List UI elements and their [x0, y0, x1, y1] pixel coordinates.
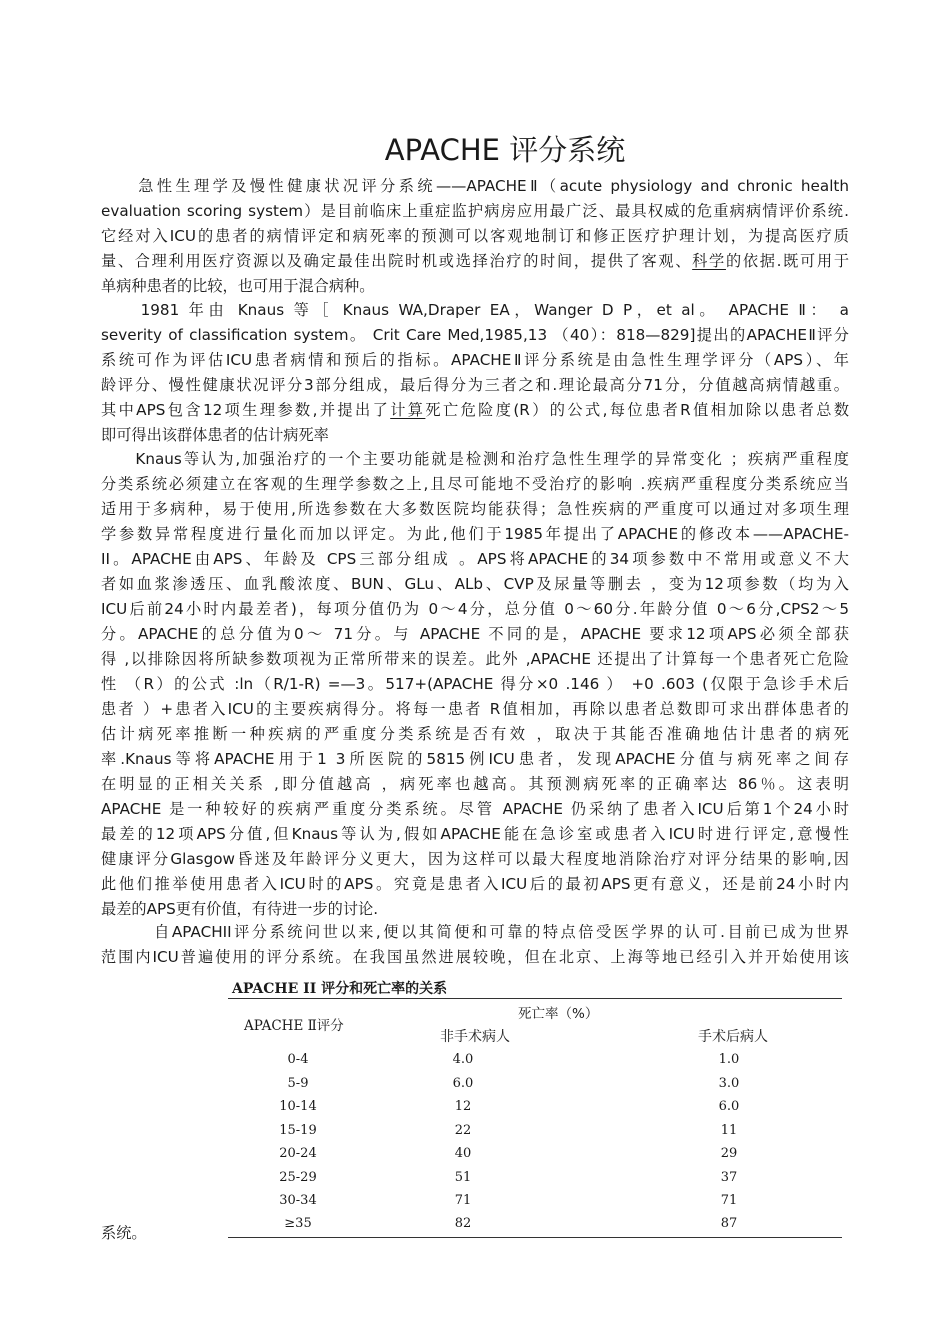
column-header-postsurgical: 手术后病人	[698, 1029, 768, 1045]
paragraph-knaus	[101, 447, 849, 922]
text-line: 系统可作为评估ICU患者病情和预后的指标。APACHEⅡ评分系统是由急性生理学评分（APS）、年	[101, 351, 849, 369]
cell-postsurgical: 11	[720, 1123, 738, 1138]
text-line: 估计病死率推断一种疾病的严重度分类系统是否有效 ，取决于其能否准确地估计患者的病死	[101, 725, 849, 743]
text-line: 自APACHII评分系统问世以来,便以其简便和可靠的特点倍受医学界的认可.目前已成为世界	[101, 923, 849, 941]
table-row	[228, 1123, 842, 1147]
cell-score: 5-9	[287, 1076, 309, 1091]
table-row	[228, 1146, 842, 1170]
text-line: 率.Knaus等将APACHE用于1 3所医院的5815例ICU患者，发现APACHE分值与病死率之间存	[101, 750, 849, 768]
text-line: 它经对入ICU的患者的病情评定和病死率的预测可以客观地制订和修正医疗护理计划，为提高医疗质	[101, 227, 849, 245]
cell-score: 15-19	[279, 1123, 317, 1138]
column-header-mortality: 死亡率（%）	[518, 1006, 599, 1022]
table-row	[228, 1193, 842, 1217]
text-line: ICU后前24小时内最差者)，每项分值仍为 0～4分，总分值 0～60分.年龄分值 0～6分,CPS2～5	[101, 600, 849, 618]
text-line: 即可得出该群体患者的估计病死率	[101, 426, 329, 444]
text-line: 单病种患者的比较，也可用于混合病种。	[101, 277, 375, 295]
text-fragment: 其中APS包含12项生理参数,并提出了	[101, 401, 391, 419]
table-row	[228, 1170, 842, 1194]
text-line: 最差的APS更有价值，有待进一步的讨论.	[101, 900, 379, 918]
cell-postsurgical: 29	[720, 1146, 738, 1161]
science-link[interactable]: 科学	[692, 252, 726, 270]
text-fragment: 死亡危险度(R）的公式,每位患者R值相加除以患者总数	[425, 401, 849, 419]
text-line: II。APACHE由APS、年龄及 CPS三部分组成 。APS将APACHE的34项参数中不常用或意义不大	[101, 550, 849, 568]
table-row	[228, 1099, 842, 1123]
text-line: 在明显的正相关关系 ,即分值越高 ，病死率也越高。其预测病死率的正确率达 86％。这表明	[101, 775, 849, 793]
text-line	[101, 249, 849, 274]
cell-nonsurgical: 6.0	[452, 1076, 474, 1091]
text-line: 健康评分Glasgow昏迷及年龄评分义更大，因为这样可以最大程度地消除治疗对评分结果的影响,因	[101, 850, 849, 868]
table-title: APACHE II 评分和死亡率的关系	[232, 981, 448, 997]
text-line: 者如血浆渗透压、血乳酸浓度、BUN、GLu、ALb、CVP及尿量等删去 ，变为12项参数（均为入	[101, 575, 849, 593]
cell-nonsurgical: 82	[454, 1216, 472, 1231]
text-line: 最差的12项APS分值,但Knaus等认为,假如APACHE能在急诊室或患者入ICU时进行评定,意慢性	[101, 825, 849, 843]
paragraph-tail: 系统。	[101, 1224, 147, 1242]
column-header-score: APACHE Ⅱ评分	[244, 1018, 344, 1034]
table-row	[228, 1052, 842, 1076]
text-line: 急性生理学及慢性健康状况评分系统——APACHEⅡ（acute physiology and chronic health	[101, 177, 849, 195]
cell-postsurgical: 3.0	[718, 1076, 740, 1091]
cell-nonsurgical: 4.0	[452, 1052, 474, 1067]
cell-postsurgical: 71	[720, 1193, 738, 1208]
cell-postsurgical: 37	[720, 1170, 738, 1185]
cell-score: 20-24	[279, 1146, 317, 1161]
text-line: 性 （R）的公式 :ln（R/1-R) =—3。517+(APACHE 得分×0 .146 ） +0 .603 (仅限于急诊手术后	[101, 675, 849, 693]
document-title: APACHE 评分系统	[384, 133, 626, 167]
column-header-nonsurgical: 非手术病人	[440, 1029, 510, 1045]
table-bottom-rule	[228, 1237, 842, 1238]
cell-nonsurgical: 71	[454, 1193, 472, 1208]
text-line: evaluation scoring system）是目前临床上重症监护病房应用最广泛、最具权威的危重病病情评价系统.	[101, 202, 849, 220]
text-fragment: 量、合理利用医疗资源以及确定最佳出院时机或选择治疗的时间，提供了客观、	[101, 252, 693, 270]
text-line: 范围内ICU普遍使用的评分系统。在我国虽然进展较晚，但在北京、上海等地已经引入并开始使用该	[101, 948, 849, 966]
text-line: 1981 年由 Knaus 等［ Knaus WA,Draper EA，Wanger D P，et al。 APACHE Ⅱ： a	[101, 301, 849, 319]
text-line: 分类系统必须建立在客观的生理学参数之上,且尽可能地不受治疗的影响 .疾病严重程度分类系统应当	[101, 475, 849, 493]
table-top-rule	[228, 998, 842, 999]
paragraph-intro	[101, 174, 849, 299]
cell-score: ≥35	[284, 1216, 312, 1231]
paragraph-adoption	[101, 920, 849, 970]
text-line: 适用于多病种，易于使用,所选参数在大多数医院均能获得；急性疾病的严重度可以通过对多项生理	[101, 500, 849, 518]
text-line: 患者 ）+患者入ICU的主要疾病得分。将每一患者 R值相加，再除以患者总数即可求出群体患者的	[101, 700, 849, 718]
cell-postsurgical: 87	[720, 1216, 738, 1231]
cell-nonsurgical: 40	[454, 1146, 472, 1161]
cell-score: 25-29	[279, 1170, 317, 1185]
text-line: 学参数异常程度进行量化而加以评定。为此,他们于1985年提出了APACHE的修改本——APACHE-	[101, 525, 849, 543]
text-line: 龄评分、慢性健康状况评分3部分组成，最后得分为三者之和.理论最高分71分，分值越高病情越重。	[101, 376, 849, 394]
cell-nonsurgical: 51	[454, 1170, 472, 1185]
text-line: 分。APACHE的总分值为0～ 71分。与 APACHE 不同的是，APACHE 要求12项APS必须全部获	[101, 625, 849, 643]
cell-nonsurgical: 12	[454, 1099, 472, 1114]
text-line: Knaus等认为,加强治疗的一个主要功能就是检测和治疗急性生理学的异常变化 ；疾病严重程度	[101, 450, 849, 468]
cell-postsurgical: 6.0	[718, 1099, 740, 1114]
text-line: 得 ,以排除因将所缺参数项视为正常所带来的误差。此外 ,APACHE 还提出了计算每一个患者死亡危险	[101, 650, 849, 668]
cell-postsurgical: 1.0	[718, 1052, 740, 1067]
paragraph-history	[101, 298, 849, 448]
calculate-link[interactable]: 计算	[390, 401, 426, 419]
text-line: severity of classification system。 Crit Care Med,1985,13 （40）：818—829]提出的APACHEⅡ评分	[101, 326, 849, 344]
text-line: 此他们推举使用患者入ICU时的APS。究竟是患者入ICU后的最初APS更有意义，还是前24小时内	[101, 875, 849, 893]
cell-score: 0-4	[287, 1052, 309, 1067]
cell-score: 10-14	[279, 1099, 317, 1114]
cell-score: 30-34	[279, 1193, 317, 1208]
text-line	[101, 398, 849, 423]
table-row	[228, 1076, 842, 1100]
text-line: APACHE 是一种较好的疾病严重度分类系统。尽管 APACHE 仍采纳了患者入ICU后第1个24小时	[101, 800, 849, 818]
cell-nonsurgical: 22	[454, 1123, 472, 1138]
text-fragment: 的依据.既可用于	[725, 252, 849, 270]
